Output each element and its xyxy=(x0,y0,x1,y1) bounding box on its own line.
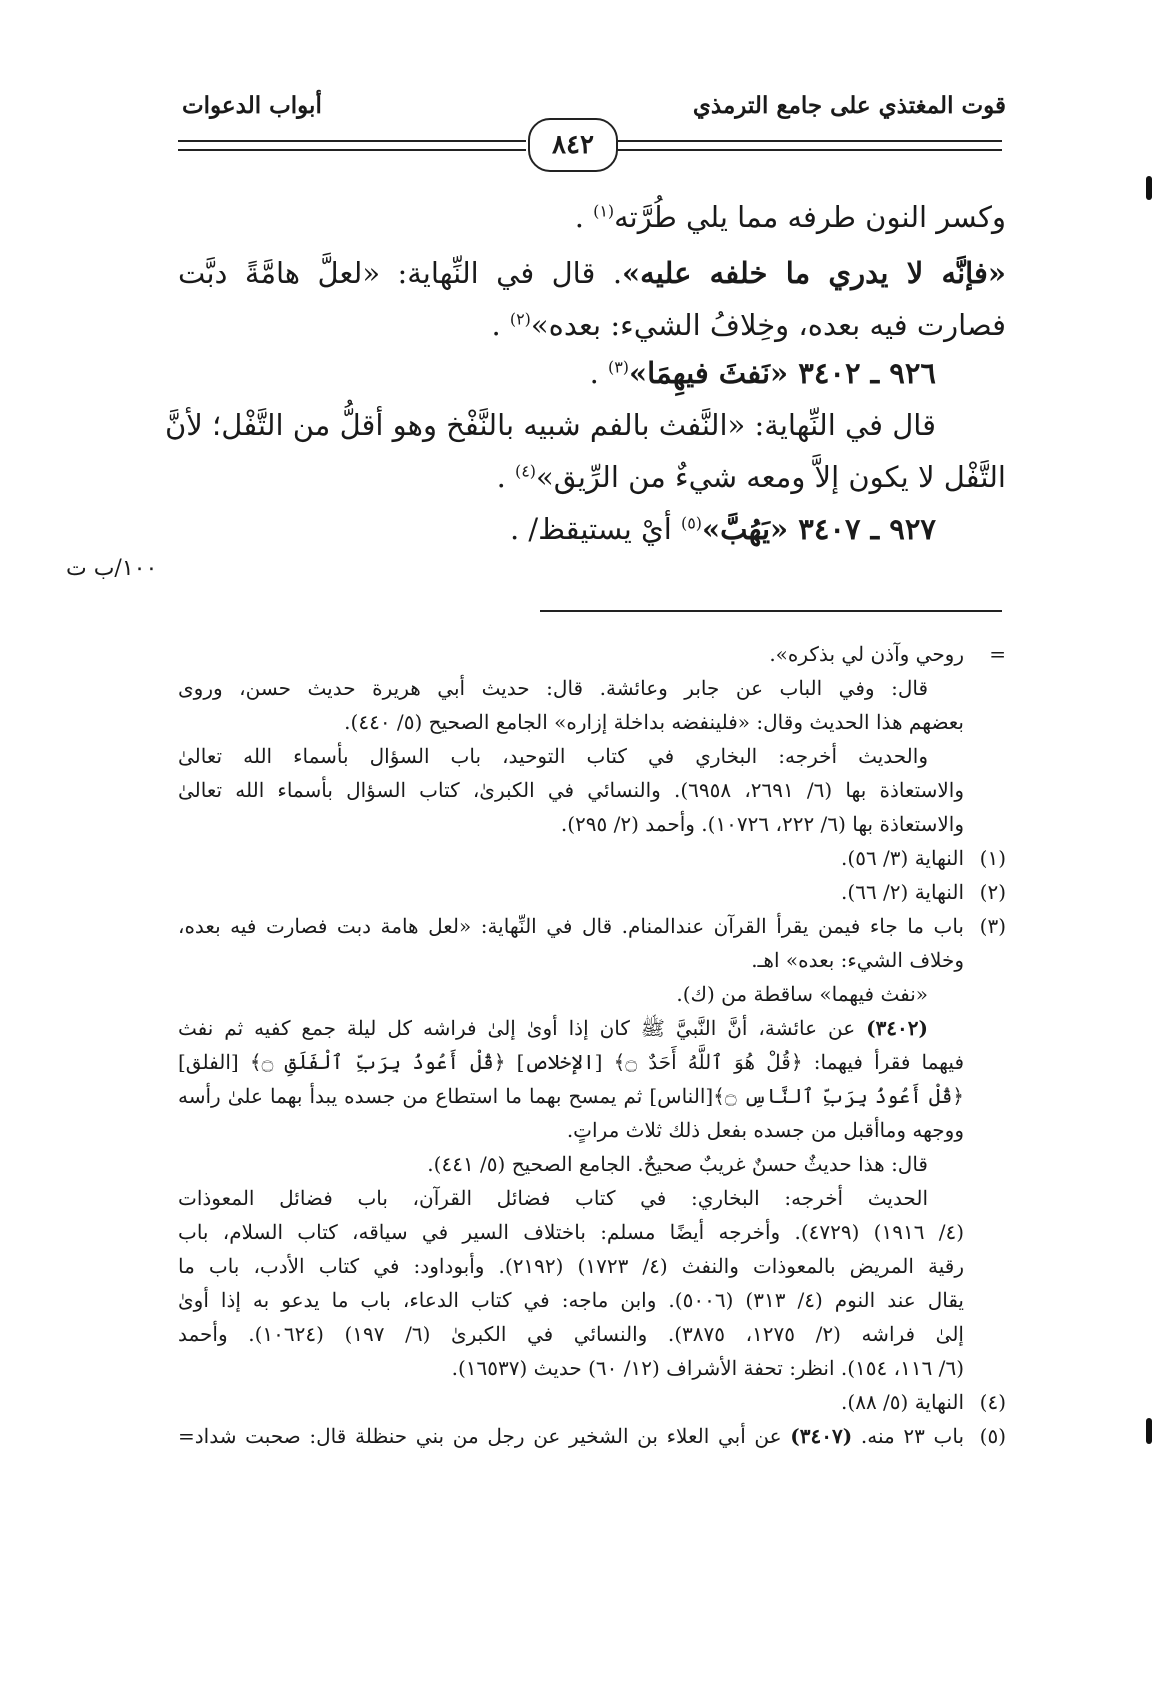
hadith-ref: (٣٤٠٢) xyxy=(866,1016,928,1040)
footnote-number: (٥) xyxy=(979,1424,1006,1448)
text: . xyxy=(589,356,599,390)
footnote-line: والحديث أخرجه: البخاري في كتاب التوحيد، باب السؤال بأسماء الله تعالىٰ xyxy=(178,744,928,768)
footnote-number: (١) xyxy=(979,846,1006,870)
footnote-line: الحديث أخرجه: البخاري: في كتاب فضائل القرآن، باب فضائل المعوذات xyxy=(178,1186,928,1210)
footnote-line: النهاية (٢/ ٦٦). xyxy=(841,880,964,904)
footnote-line: «نفث فيهما» ساقطة من (ك). xyxy=(676,982,928,1006)
footnote-line: قال: وفي الباب عن جابر وعائشة. قال: حديث أبي هريرة حديث حسن، وروى xyxy=(178,676,928,700)
text: . xyxy=(496,460,506,494)
continuation-mark: = xyxy=(989,642,1006,666)
footnote-ref: (٥) xyxy=(680,513,702,533)
text: فصارت فيه بعده، وخِلافُ الشيء: بعده» xyxy=(530,308,1006,342)
footnote-number: (٣) xyxy=(979,914,1006,938)
text: باب ٢٣ منه. xyxy=(860,1424,965,1448)
footnote-line: (٦/ ١١٦، ١٥٤). انظر: تحفة الأشراف (١٢/ ٦٠) حديث (١٦٥٣٧). xyxy=(451,1356,964,1380)
footnote-ref: (٣) xyxy=(608,357,629,377)
scan-edge-mark xyxy=(1146,176,1152,200)
footnote-line: باب ما جاء فيمن يقرأ القرآن عندالمنام. قال في النِّهاية: «لعل هامة دبت فصارت فيه بعده، xyxy=(178,914,964,938)
footnote-line: بعضهم هذا الحديث وقال: «فلينفضه بداخلة إزاره» الجامع الصحيح (٥/ ٤٤٠). xyxy=(344,710,964,734)
footnote-number: (٢) xyxy=(979,880,1006,904)
text: عن أبي العلاء بن الشخير عن رجل من بني حنظلة قال: صحبت شداد= xyxy=(178,1424,782,1448)
footnote-ref: (٤) xyxy=(515,461,536,481)
manuscript-margin-note: ١٠٠/ب ت xyxy=(66,556,158,581)
footnote-line: ﴿قُلْ أَعُوذُ بِرَبِّ ٱلنَّاسِ ۝﴾[الناس] ثم يمسح بهما ما استطاع من جسده يبدأ بهما علىٰ رأسه xyxy=(178,1084,965,1108)
footnote-line: (٤/ ١٩١٦) (٤٧٢٩). وأخرجه أيضًا مسلم: باختلاف السير في سياقه، كتاب السلام، باب xyxy=(178,1220,964,1244)
main-line: قال في النِّهاية: «النَّفث بالفم شبيه بالنَّفْخ وهو أقلُّ من التَّفْل؛ لأنَّ xyxy=(164,408,936,442)
footnote-line: روحي وآذن لي بذكره». xyxy=(769,642,964,666)
text: . xyxy=(491,308,501,342)
footnote-line: والاستعاذة بها (٦/ ٢٦٩١، ٦٩٥٨). والنسائي في الكبرىٰ، كتاب السؤال بأسماء الله تعالىٰ xyxy=(178,778,965,802)
page-number: ٨٤٢ xyxy=(528,118,618,172)
footnote-line: وخلاف الشيء: بعده» اهـ. xyxy=(751,948,964,972)
footnote-line: قال: هذا حديثٌ حسنٌ غريبٌ صحيحٌ. الجامع الصحيح (٥/ ٤٤١). xyxy=(427,1152,928,1176)
footnote-line: والاستعاذة بها (٦/ ٢٢٢، ١٠٧٢٦). وأحمد (٢/ ٢٩٥). xyxy=(560,812,964,836)
running-head-book-title: قوت المغتذي على جامع الترمذي xyxy=(692,92,1006,119)
footnote-line: رقية المريض بالمعوذات والنفث (٤/ ١٧٢٣) (٢١٩٢). وأبوداود: في كتاب الأدب، باب ما xyxy=(178,1254,964,1278)
footnote-ref: (١) xyxy=(593,201,615,221)
footnote-line: ووجهه وماأقبل من جسده بفعل ذلك ثلاث مراتٍ. xyxy=(566,1118,964,1142)
footnote-line: إلىٰ فراشه (٢/ ١٢٧٥، ٣٨٧٥). والنسائي في الكبرىٰ (٦/ ١٩٧) (١٠٦٢٤). وأحمد xyxy=(178,1322,964,1346)
footnote-line xyxy=(178,1424,964,1448)
hadith-ref: (٣٤٠٧) xyxy=(790,1424,853,1448)
hadith-quote: «فإنَّه لا يدري ما خلفه عليه» xyxy=(622,256,1007,290)
scan-edge-mark xyxy=(1146,1418,1152,1444)
hadith-number: ٩٢٦ ـ ٣٤٠٢ «نَفثَ فيهِمَا» xyxy=(629,356,936,390)
text: أيْ يستيقظ/ . xyxy=(509,512,672,546)
footnote-number: (٤) xyxy=(979,1390,1006,1414)
text: وكسر النون طرفه مما يلي طُرَّته xyxy=(614,200,1006,234)
text: التَّفْل لا يكون إلاَّ ومعه شيءٌ من الرِّيق» xyxy=(536,460,1006,494)
text: . xyxy=(574,200,584,234)
text: . قال في النِّهاية: «لعلَّ هامَّةً دبَّت xyxy=(178,256,623,290)
footnotes xyxy=(164,0,1006,1696)
hadith-number: ٩٢٧ ـ ٣٤٠٧ «يَهُبَّ» xyxy=(701,512,936,546)
footnote-line: فيهما فقرأ فيهما: ﴿قُلْ هُوَ ٱللَّهُ أَحَدٌ ۝﴾ [الإخلاص] ﴿قُلْ أَعُوذُ بِرَبِّ ٱلْفَلَقِ ۝﴾ [الفلق] xyxy=(178,1050,965,1074)
footnote-line: النهاية (٣/ ٥٦). xyxy=(841,846,964,870)
text: عن عائشة، أنَّ النَّبيَّ ﷺ كان إذا أوىٰ إلىٰ فراشه كل ليلة جمع كفيه ثم نفث xyxy=(178,1016,856,1040)
footnote-line xyxy=(178,1016,928,1045)
footnote-line: النهاية (٥/ ٨٨). xyxy=(841,1390,964,1414)
running-head-section-title: أبواب الدعوات xyxy=(182,92,322,119)
footnote-line: يقال عند النوم (٤/ ٣١٣) (٥٠٠٦). وابن ماجه: في كتاب الدعاء، باب ما يدعو به إذا أوىٰ xyxy=(178,1288,964,1312)
footnote-ref: (٢) xyxy=(509,309,531,329)
